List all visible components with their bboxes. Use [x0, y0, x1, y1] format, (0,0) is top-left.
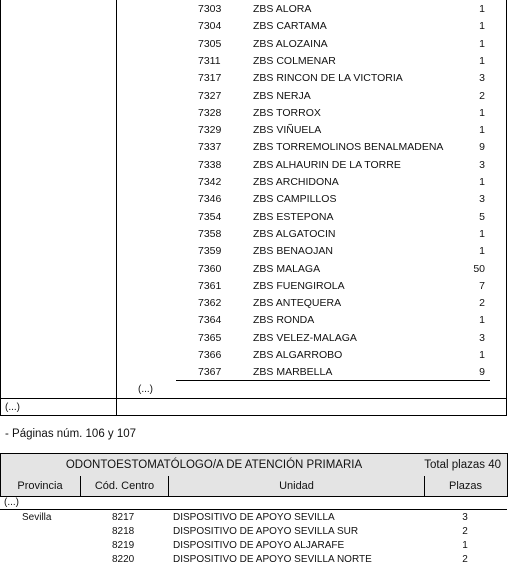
outer-ellipsis: (...)	[5, 402, 20, 413]
cell-code: 7338	[198, 158, 222, 171]
table-row	[0, 539, 507, 552]
cell-code: 7364	[198, 314, 222, 327]
top-table-bottom-border	[0, 415, 507, 416]
cell-qty: 1	[479, 20, 485, 33]
cell-qty: 1	[479, 124, 485, 137]
cell-qty: 50	[473, 262, 485, 275]
cell-code: 7305	[198, 37, 222, 50]
table-row	[118, 105, 508, 122]
header-provincia: Provincia	[17, 480, 63, 492]
cell-code: 7365	[198, 331, 222, 344]
cell-qty: 1	[479, 37, 485, 50]
cell-code: 7329	[198, 124, 222, 137]
table-row	[0, 553, 507, 566]
top-table-left-border	[0, 0, 1, 416]
cell-qty: 1	[479, 176, 485, 188]
inner-ellipsis: (...)	[138, 384, 153, 395]
cell-name: ZBS ALORA	[253, 3, 312, 15]
cell-name: ZBS ALGARROBO	[253, 349, 343, 361]
cell-code: 7328	[198, 106, 222, 119]
cell-code: 7317	[198, 72, 222, 85]
table-title-band	[0, 453, 508, 477]
table-row	[118, 295, 508, 312]
cell-code: 7327	[198, 89, 222, 102]
cell-name: ZBS MALAGA	[253, 262, 321, 275]
ellipsis-rule	[0, 509, 507, 510]
cell-qty: 9	[479, 141, 485, 154]
header-plazas: Plazas	[448, 480, 483, 492]
table-row	[0, 511, 507, 524]
cell-code: 7359	[198, 245, 222, 258]
table-row	[118, 70, 508, 87]
cell-name: ZBS TORREMOLINOS BENALMADENA	[253, 141, 444, 154]
cell-qty: 2	[462, 554, 468, 565]
table-row	[0, 525, 507, 538]
table-row	[118, 261, 508, 278]
cell-code: 8218	[112, 526, 135, 537]
cell-code: 8217	[112, 512, 135, 523]
cell-code: 7358	[198, 227, 222, 240]
table-row	[118, 278, 508, 295]
cell-qty: 1	[479, 314, 485, 327]
cell-code: 7337	[198, 141, 222, 154]
table-row	[118, 312, 508, 329]
cell-qty: 2	[479, 297, 485, 310]
cell-code: 7346	[198, 193, 222, 206]
cell-code: 7367	[198, 366, 222, 379]
cell-name: DISPOSITIVO DE APOYO ALJARAFE	[173, 540, 345, 551]
cell-name: ZBS COLMENAR	[253, 54, 336, 67]
table-row	[118, 53, 508, 70]
top-table-rule	[0, 398, 507, 399]
cell-qty: 1	[479, 227, 485, 240]
cell-name: DISPOSITIVO DE APOYO SEVILLA NORTE	[173, 554, 372, 565]
table-row	[118, 174, 508, 191]
cell-code: 7303	[198, 3, 222, 15]
table-row	[118, 347, 508, 364]
cell-name: ZBS ESTEPONA	[253, 210, 334, 223]
header-cod-centro: Cód. Centro	[94, 480, 155, 492]
table-row	[118, 209, 508, 226]
cell-name: ZBS RINCON DE LA VICTORIA	[253, 72, 403, 85]
table-row	[118, 243, 508, 260]
cell-qty: 3	[479, 331, 485, 344]
cell-provincia: Sevilla	[22, 512, 52, 523]
cell-name: ZBS MARBELLA	[253, 366, 333, 379]
table-row	[118, 226, 508, 243]
table-row	[118, 330, 508, 347]
table-row	[118, 88, 508, 105]
cell-qty: 7	[479, 279, 485, 292]
cell-qty: 1	[462, 540, 468, 551]
cell-name: ZBS ALHAURIN DE LA TORRE	[253, 158, 401, 171]
cell-qty: 1	[479, 245, 485, 258]
cell-name: ZBS BENAOJAN	[253, 245, 333, 258]
cell-qty: 1	[479, 349, 485, 361]
cell-name: ZBS FUENGIROLA	[253, 279, 345, 292]
cell-code: 7311	[198, 54, 221, 67]
table-row	[118, 139, 508, 156]
cell-qty: 3	[479, 158, 485, 171]
cell-qty: 3	[479, 193, 485, 206]
bottom-ellipsis: (...)	[4, 497, 19, 508]
top-table-column-divider	[116, 0, 117, 416]
cell-code: 8219	[112, 540, 135, 551]
cell-name: ZBS RONDA	[253, 314, 315, 327]
cell-code: 7360	[198, 262, 222, 275]
cell-qty: 2	[462, 526, 468, 537]
cell-code: 7342	[198, 176, 222, 188]
table-row	[118, 36, 508, 53]
cell-qty: 3	[462, 512, 468, 523]
table-row	[118, 191, 508, 208]
cell-qty: 5	[479, 210, 485, 223]
cell-qty: 1	[479, 54, 485, 67]
table-row	[118, 1, 508, 18]
cell-name: ZBS TORROX	[253, 106, 321, 119]
cell-name: ZBS NERJA	[253, 89, 311, 102]
table-row	[118, 122, 508, 139]
cell-code: 7366	[198, 349, 222, 361]
cell-code: 8220	[112, 554, 135, 565]
cell-name: ZBS ANTEQUERA	[253, 297, 342, 310]
cell-name: ZBS ARCHIDONA	[253, 176, 339, 188]
cell-code: 7361	[198, 279, 222, 292]
cell-name: ZBS CARTAMA	[253, 20, 327, 33]
table-row	[118, 157, 508, 174]
cell-name: ZBS ALGATOCIN	[253, 227, 336, 240]
cell-name: ZBS VELEZ-MALAGA	[253, 331, 357, 344]
table-row	[118, 364, 508, 381]
section-note: - Páginas núm. 106 y 107	[5, 428, 137, 440]
cell-name: DISPOSITIVO DE APOYO SEVILLA	[173, 512, 335, 523]
cell-qty: 9	[479, 366, 485, 379]
bottom-table	[0, 453, 507, 569]
cell-qty: 1	[479, 106, 485, 119]
table-title: ODONTOESTOMATÓLOGO/A DE ATENCIÓN PRIMARIA	[65, 459, 363, 471]
total-plazas: Total plazas 40	[424, 459, 501, 471]
table-row	[118, 18, 508, 35]
cell-code: 7304	[198, 20, 222, 33]
cell-qty: 3	[479, 72, 485, 85]
cell-name: ZBS CAMPILLOS	[253, 193, 337, 206]
cell-qty: 2	[479, 89, 485, 102]
cell-name: DISPOSITIVO DE APOYO SEVILLA SUR	[173, 526, 359, 537]
cell-qty: 1	[479, 3, 485, 15]
cell-name: ZBS ALOZAINA	[253, 37, 328, 50]
cell-code: 7354	[198, 210, 222, 223]
cell-code: 7362	[198, 297, 222, 310]
cell-name: ZBS VIÑUELA	[253, 124, 322, 137]
header-unidad: Unidad	[279, 480, 314, 492]
